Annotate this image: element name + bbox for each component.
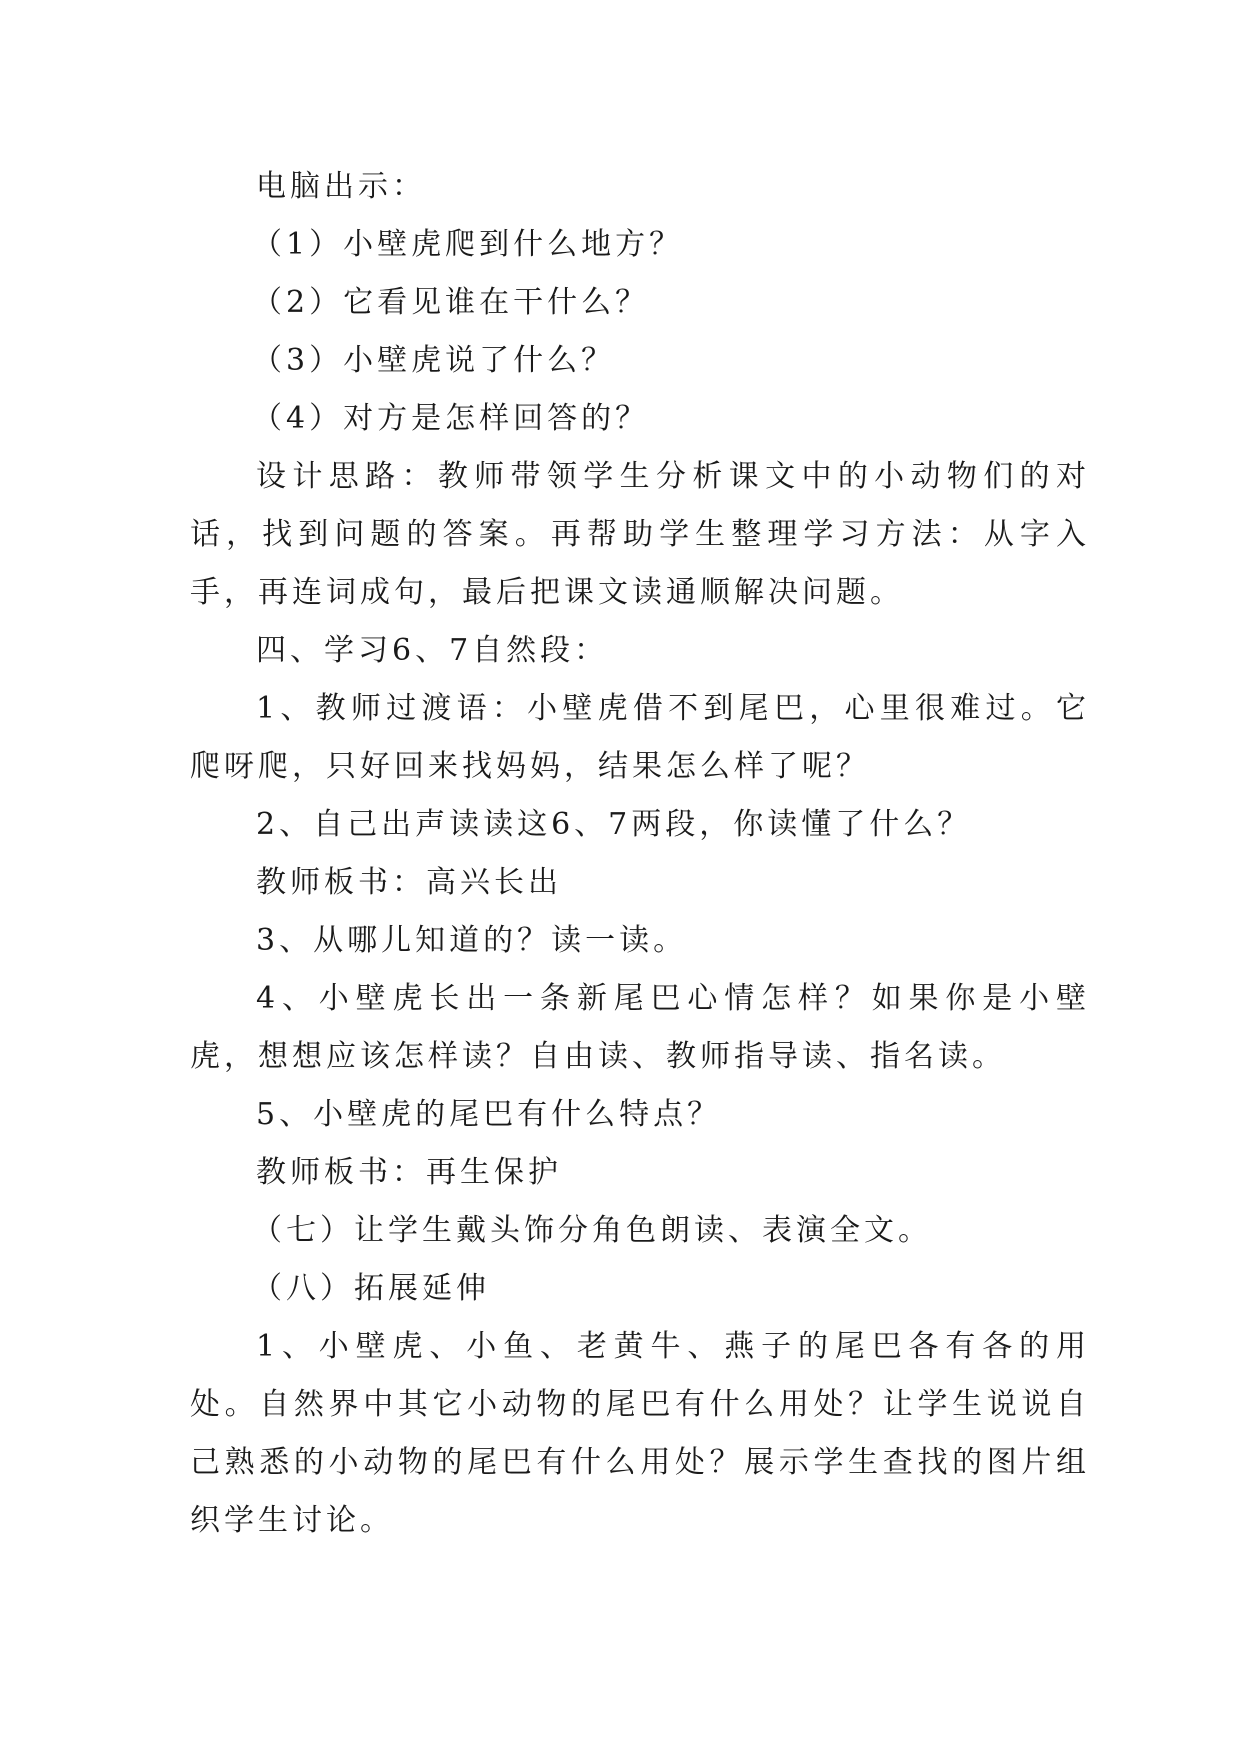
- question-3: （3）小壁虎说了什么？: [252, 343, 616, 378]
- extension-step-1: 1、小壁虎、小鱼、老黄牛、燕子的尾巴各有各的用处。自然界中其它小动物的尾巴有什么用处？让学生说说自己熟悉的小动物的尾巴有什么用处？展示学生查找的图片组织学生讨论。: [190, 1329, 1090, 1538]
- section-8-extension: （八）拓展延伸: [252, 1271, 490, 1306]
- step-3-where: 3、从哪儿知道的？读一读。: [256, 923, 688, 958]
- blackboard-note-1: 教师板书：高兴长出: [256, 865, 562, 900]
- paragraph-design-idea: 设计思路：教师带领学生分析课文中的小动物们的对话，找到问题的答案。再帮助学生整理学习方法：从字入手，再连词成句，最后把课文读通顺解决问题。: [190, 459, 1090, 610]
- section-heading-4: 四、学习6、7自然段：: [256, 633, 609, 668]
- document-body: [190, 158, 1090, 1550]
- question-1: （1）小壁虎爬到什么地方？: [252, 227, 684, 262]
- section-7-role-reading: （七）让学生戴头饰分角色朗读、表演全文。: [252, 1213, 932, 1248]
- paragraph-computer-display: 电脑出示：: [256, 169, 426, 204]
- blackboard-note-2: 教师板书：再生保护: [256, 1155, 562, 1190]
- question-2: （2）它看见谁在干什么？: [252, 285, 650, 320]
- step-4-mood: 4、小壁虎长出一条新尾巴心情怎样？如果你是小壁虎，想想应该怎样读？自由读、教师指导读、指名读。: [190, 981, 1090, 1074]
- step-5-tail-feature: 5、小壁虎的尾巴有什么特点？: [256, 1097, 722, 1132]
- question-4: （4）对方是怎样回答的？: [252, 401, 650, 436]
- step-1-transition: 1、教师过渡语：小壁虎借不到尾巴，心里很难过。它爬呀爬，只好回来找妈妈，结果怎么样了呢？: [190, 691, 1090, 784]
- step-2-read-aloud: 2、自己出声读读这6、7两段，你读懂了什么？: [256, 807, 972, 842]
